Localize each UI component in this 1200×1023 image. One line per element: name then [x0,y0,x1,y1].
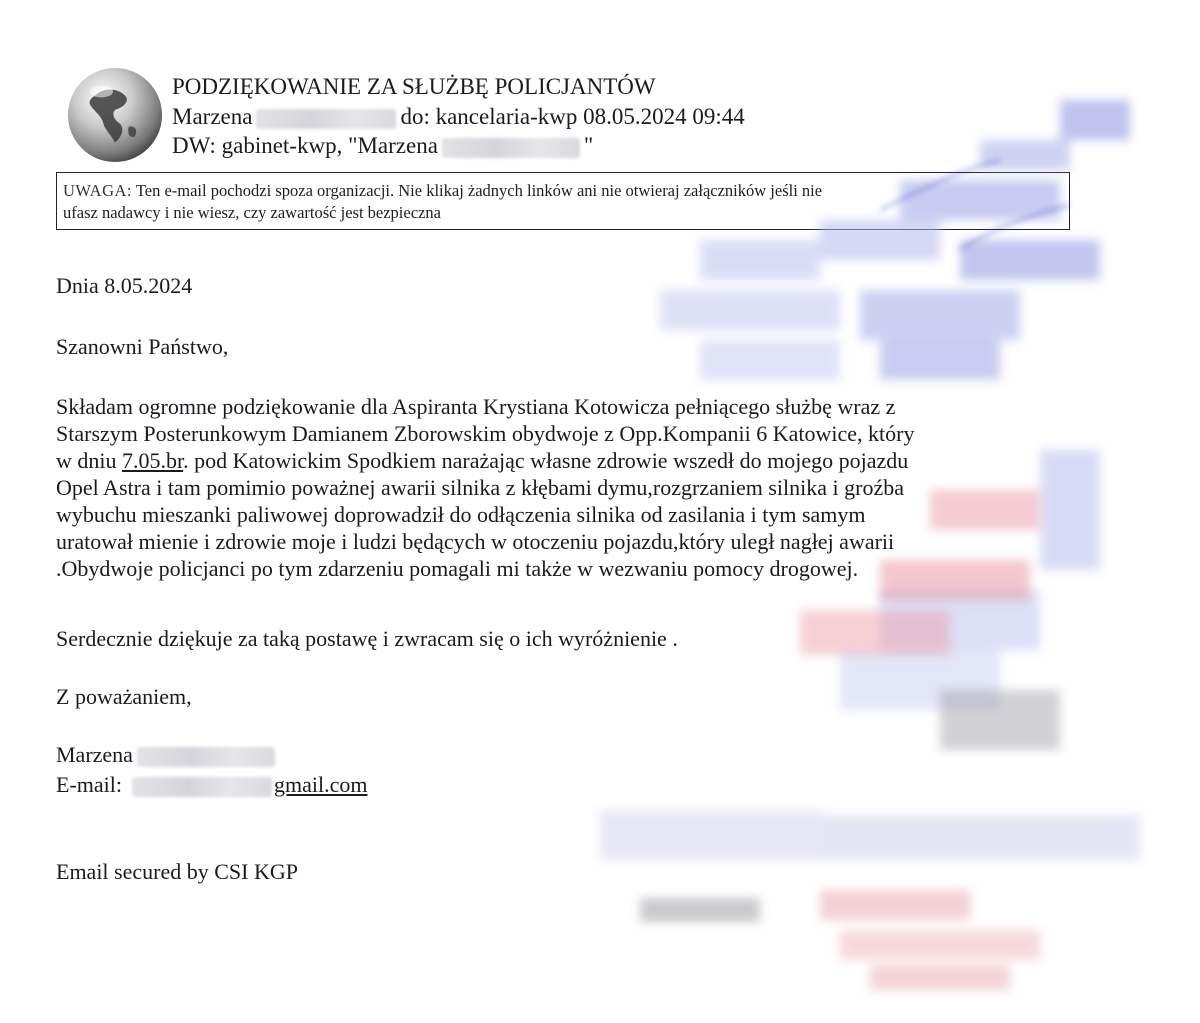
paragraph-line: Opel Astra i tam pomimio poważnej awarii silnika z kłębami dymu,rozgrzaniem silnika i groźba [56,475,904,500]
paragraph-line: Składam ogromne podziękowanie dla Aspiranta Krystiana Kotowicza pełniącego służbę wraz z [56,394,896,419]
signature-line [56,741,279,768]
globe-icon [66,66,164,164]
email-from-line [172,103,745,131]
email-label: E-mail: [56,772,122,797]
letter-closing: Z poważaniem, [56,684,192,709]
incident-date: 7.05.br [122,448,184,473]
letter-date: Dnia 8.05.2024 [56,273,193,298]
paragraph-line: Starszym Posterunkowym Damianem Zborowskim obydwoje z Opp.Kompanii 6 Katowice, który [56,421,915,446]
email-link[interactable]: gmail.com [273,772,368,797]
signature-email-line [56,771,367,798]
sender-name: Marzena [172,104,253,129]
paragraph-text: . pod Katowickim Spodkiem narażając własne zdrowie wszedł do mojego pojazdu [183,448,909,473]
grey-handwriting-mark [600,690,1140,922]
redacted-email-user [132,777,272,797]
warning-line-2: ufasz nadawcy i nie wiesz, czy zawartość jest bezpieczna [63,203,441,222]
email-subject: PODZIĘKOWANIE ZA SŁUŻBĘ POLICJANTÓW [172,74,656,99]
cc-end: " [583,133,594,158]
warning-line-1: Ten e-mail pochodzi spoza organizacji. Nie klikaj żadnych linków ani nie otwieraj załączników jeśli nie [132,181,823,200]
cc-label: DW: gabinet-kwp, "Marzena [172,133,438,158]
paragraph-text: w dniu [56,448,122,473]
paragraph-line [56,447,914,474]
redacted-surname [256,109,396,129]
redacted-signature-surname [137,747,275,767]
signature-name: Marzena [56,742,133,767]
recipient-and-date: do: kancelaria-kwp 08.05.2024 09:44 [400,104,745,129]
paragraph-line: .Obydwoje policjanci po tym zdarzeniu pomagali mi także w wezwaniu pomocy drogowej. [56,556,859,581]
warning-prefix: UWAGA: [63,181,132,200]
email-cc-line [172,132,593,160]
security-footer: Email secured by CSI KGP [56,859,298,884]
paragraph-line: uratował mienie i zdrowie moje i ludzi będących w otoczeniu pojazdu,który uległ nagłej awarii [56,529,895,554]
external-email-warning [56,172,1070,230]
letter-greeting: Szanowni Państwo, [56,334,229,359]
redacted-cc-surname [442,138,580,158]
letter-thanks: Serdecznie dziękuje za taką postawę i zwracam się o ich wyróżnienie . [56,626,678,651]
letter-paragraph [56,393,914,582]
paragraph-line: wybuchu mieszanki paliwowej doprowadził do odłączenia silnika od zasilania i tym samym [56,502,866,527]
